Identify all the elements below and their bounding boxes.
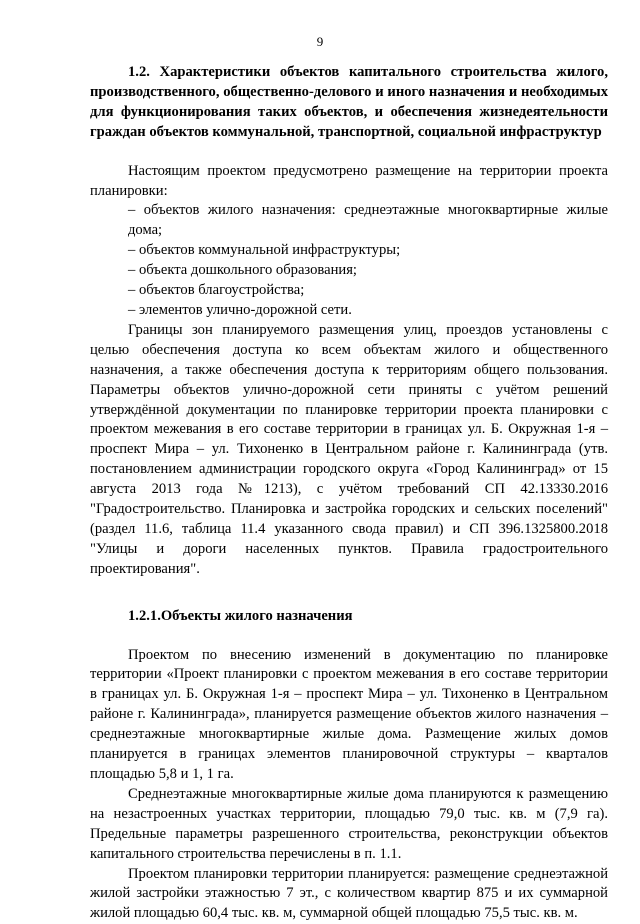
list-item: – элементов улично-дорожной сети. [128,301,352,318]
spacer [90,143,608,162]
subsection-paragraph: Проектом планировки территории планируется: размещение среднеэтажной жилой застройки этажностью 7 эт., с количеством квартир 875 и их суммарной жилой площадью 60,4 тыс. кв. м, суммарной общей площадью 75,5 тыс. кв. м. [90,865,608,922]
list-item: – объектов коммунальной инфраструктуры; [128,242,401,259]
section-heading: 1.2. Характеристики объектов капитального строительства жилого, производственного, общественно-делового и иного назначения и необходимых для функционирования таких объектов, и обеспечения жизнедеятельности граждан объектов коммунальной, транспортной, социальной инфраструктур [90,64,608,140]
page-number: 9 [316,34,324,49]
list-item: – объектов благоустройства; [128,282,305,299]
page-content [90,63,608,924]
planned-objects-list [90,201,608,320]
spacer [90,627,608,646]
subsection-heading: 1.2.1.Объекты жилого назначения [128,607,353,624]
subsection-paragraph: Среднеэтажные многоквартирные жилые дома планируются к размещению на незастроенных участках территории, площадью 79,0 тыс. кв. м (7,9 га). Предельные параметры разрешенного строительства, реконструкции объектов капитального строительства перечислены в п. 1.1. [90,785,608,862]
intro-paragraph: Настоящим проектом предусмотрено размещение на территории проекта планировки: [90,162,608,199]
spacer [90,580,608,607]
boundaries-paragraph: Границы зон планируемого размещения улиц, проездов установлены с целью обеспечения доступа ко всем объектам жилого и общественного назначения, а также обеспечения доступа к территориям общего пользования. Параметры объектов улично-дорожной сети приняты с учётом решений утверждённой документации по планировке территории проекта планировки с проектом межевания в его составе территории в границах ул. Б. Окружная 1-я – проспект Мира – ул. Тихоненко в Центральном районе г. Калининграда (утв. постановлением администрации городского округа «Город Калининград» от 15 августа 2013 года №1213), с учётом требований СП 42.13330.2016 "Градостроительство. Планировка и застройка городских и сельских поселений" (раздел 11.6, таблица 11.4 указанного свода правил) и СП 396.1325800.2018 "Улицы и дороги населенных пунктов. Правила градостроительного проектирования". [90,321,608,577]
list-item: – объектов жилого назначения: среднеэтажные многоквартирные жилые дома; [128,202,608,239]
list-item: – объекта дошкольного образования; [128,262,357,279]
subsection-paragraph: Проектом по внесению изменений в документацию по планировке территории «Проект планировки с проектом межевания в его составе территории в границах ул. Б. Окружная 1-я – проспект Мира – ул. Тихоненко в Центральном районе г. Калининграда», планируется размещение объектов жилого назначения – среднеэтажные многоквартирные жилые дома. Размещение жилых домов планируется в границах элементов планировочной структуры – кварталов площадью 5,8 и 1, 1 га. [90,646,608,782]
